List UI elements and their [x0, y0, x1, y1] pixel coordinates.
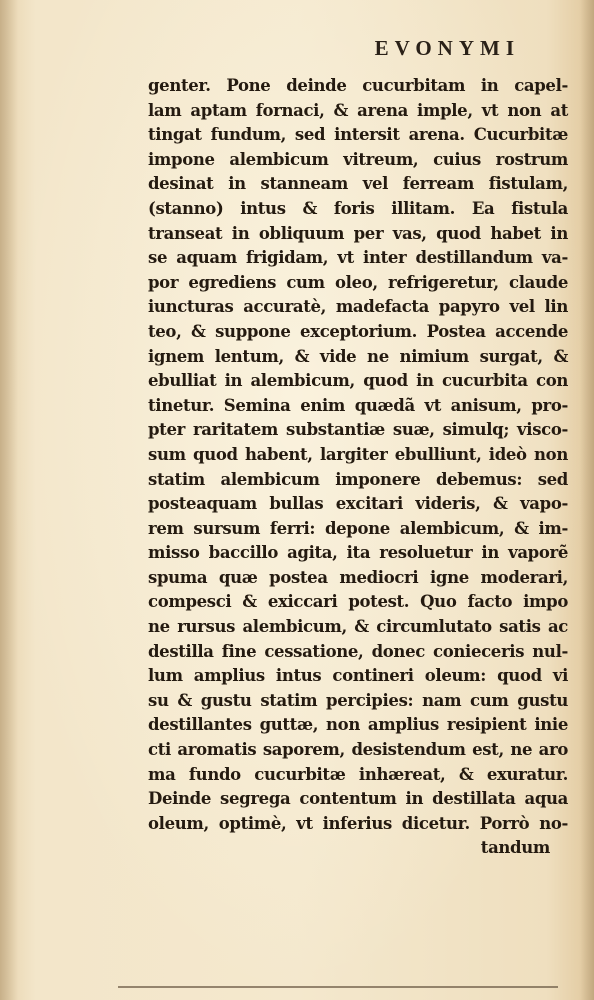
- text-line: destilla fine cessatione, donec conieceris nul-: [148, 641, 568, 661]
- text-line: ne rursus alembicum, & circumlutato satis ac: [148, 617, 568, 637]
- text-line: Deinde segrega contentum in destillata aqua: [148, 789, 568, 809]
- text-line: tingat fundum, sed intersit arena. Cucurbitæ: [148, 125, 568, 145]
- text-line: rem sursum ferri: depone alembicum, & im-: [148, 518, 568, 538]
- text-line: ebulliat in alembicum, quod in cucurbita con: [148, 371, 568, 391]
- bottom-divider: [118, 986, 558, 988]
- text-line: impone alembicum vitreum, cuius rostrum: [148, 149, 568, 169]
- text-line: misso baccillo agita, ita resoluetur in vaporẽ: [148, 543, 568, 563]
- text-line: iuncturas accuratè, madefacta papyro vel lin: [148, 297, 568, 317]
- right-edge-shadow: [580, 0, 594, 1000]
- running-title: EVONYMI: [374, 36, 520, 60]
- text-line: oleum, optimè, vt inferius dicetur. Porrò no-: [148, 813, 568, 833]
- text-line: su & gustu statim percipies: nam cum gustu: [148, 690, 568, 710]
- text-line: transeat in obliquum per vas, quod habet in: [148, 223, 568, 243]
- text-block: [148, 74, 568, 861]
- text-line: desinat in stanneam vel ferream fistulam,: [148, 174, 568, 194]
- text-line: teo, & suppone exceptorium. Postea accende: [148, 321, 568, 341]
- text-line: ma fundo cucurbitæ inhæreat, & exuratur.: [148, 764, 568, 784]
- text-line: posteaquam bullas excitari videris, & vapo-: [148, 494, 568, 514]
- text-line: tinetur. Semina enim quædã vt anisum, pro-: [148, 395, 568, 415]
- text-line: lum amplius intus contineri oleum: quod vi: [148, 666, 568, 686]
- text-line: cti aromatis saporem, desistendum est, ne aro: [148, 740, 568, 760]
- text-line: statim alembicum imponere debemus: sed: [148, 469, 568, 489]
- text-line: (stanno) intus & foris illitam. Ea fistula: [148, 198, 568, 218]
- text-line: destillantes guttæ, non amplius resipient inie: [148, 715, 568, 735]
- text-line: pter raritatem substantiæ suæ, simulq; visco-: [148, 420, 568, 440]
- left-edge-shadow: [0, 0, 18, 1000]
- text-line: genter. Pone deinde cucurbitam in capel-: [148, 76, 568, 95]
- text-line: spuma quæ postea mediocri igne moderari,: [148, 567, 568, 587]
- catchword: tandum: [480, 838, 550, 858]
- text-line: lam aptam fornaci, & arena imple, vt non at: [148, 100, 568, 120]
- text-line: por egrediens cum oleo, refrigeretur, claude: [148, 272, 568, 292]
- text-line: se aquam frigidam, vt inter destillandum va-: [148, 248, 568, 268]
- text-line: compesci & exiccari potest. Quo facto impo: [148, 592, 568, 612]
- text-line: sum quod habent, largiter ebulliunt, ideò non: [148, 444, 568, 464]
- text-line: ignem lentum, & vide ne nimium surgat, &: [148, 346, 568, 366]
